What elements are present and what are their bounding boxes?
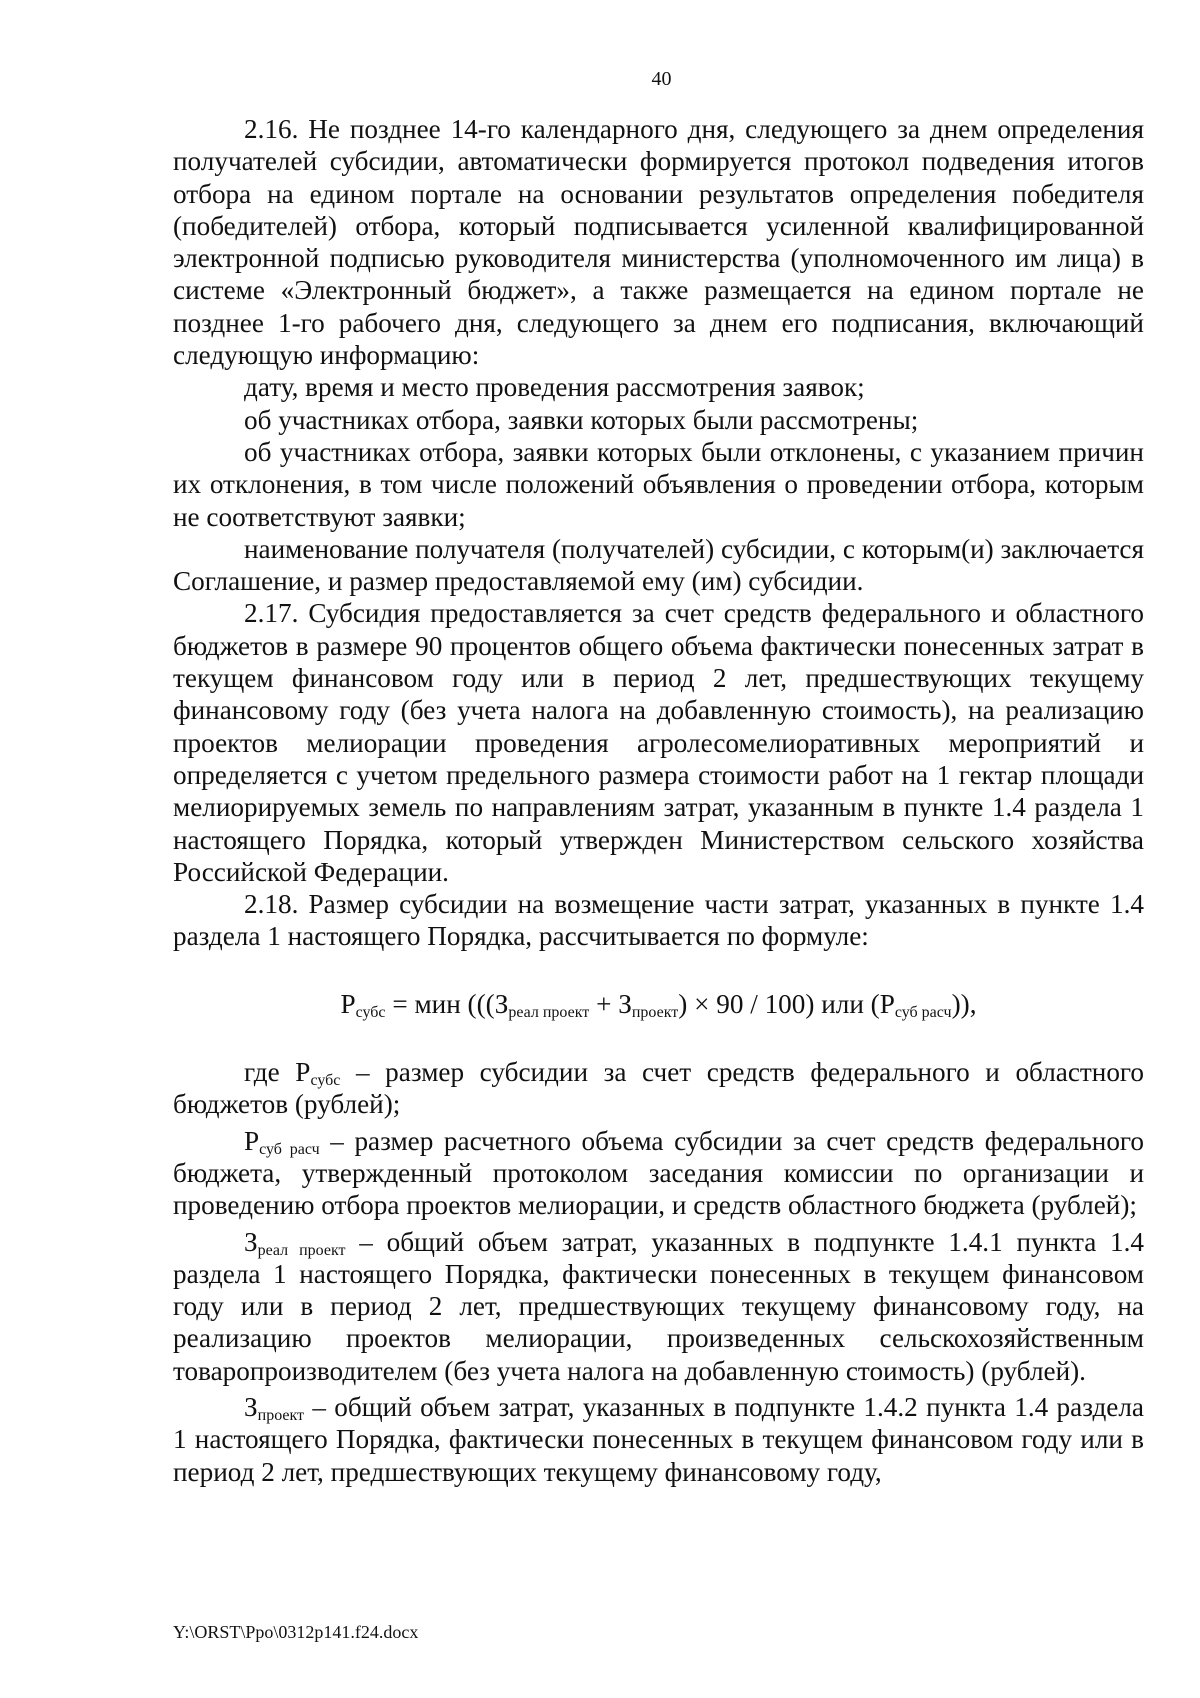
definition-subscript: реал проект	[257, 1241, 346, 1259]
formula-symbol: Р	[340, 988, 356, 1019]
formula-text: = мин (((З	[385, 988, 509, 1019]
definition-subscript: суб расч	[259, 1140, 320, 1158]
formula-text: + З	[589, 988, 632, 1019]
definition-subscript: субс	[310, 1072, 341, 1090]
definition-symbol: где Р	[244, 1057, 311, 1088]
formula-subscript: проект	[631, 1003, 679, 1021]
formula-text: )),	[951, 988, 977, 1019]
definition-subscript: проект	[257, 1406, 305, 1424]
list-item: дату, время и место проведения рассмотрения заявок;	[244, 372, 865, 403]
definition-r-sub-rasch	[173, 1125, 1144, 1222]
definition-z-proekt	[173, 1391, 1144, 1488]
definition-r-subs	[173, 1056, 1144, 1121]
list-item: об участниках отбора, заявки которых были отклонены, с указанием причин их отклонения, в том числе положений объявления о проведении отбора, которым не соответствуют заявки;	[173, 436, 1144, 532]
definition-z-real-proekt	[173, 1226, 1144, 1387]
definition-symbol: З	[244, 1391, 258, 1422]
paragraph-2-16: 2.16. Не позднее 14-го календарного дня, следующего за днем определения получателей субсидии, автоматически формируется протокол подведения итогов отбора на едином портале на основании результатов определения победителя (победителей) отбора, который подписывается усиленной квалифицированной электронной подписью руководителя министерства (уполномоченного им лица) в системе «Электронный бюджет», а также размещается на едином портале не позднее 1-го рабочего дня, следующего за днем его подписания, включающий следующую информацию:	[173, 114, 1144, 371]
definition-symbol: З	[244, 1226, 258, 1257]
formula-subscript: субс	[355, 1003, 386, 1021]
paragraph-2-18: 2.18. Размер субсидии на возмещение части затрат, указанных в пункте 1.4 раздела 1 настоящего Порядка, рассчитывается по формуле:	[173, 889, 1144, 952]
definition-text: – общий объем затрат, указанных в подпункте 1.4.2 пункта 1.4 раздела 1 настоящего Порядка, фактически понесенных в текущем финансовом году или в период 2 лет, предшествующих текущему финансовому году,	[173, 1391, 1144, 1487]
definition-text: – размер расчетного объема субсидии за счет средств федерального бюджета, утвержденный протоколом заседания комиссии по организации и проведению отбора проектов мелиорации, и средств областного бюджета (рублей);	[173, 1125, 1144, 1221]
list-item: об участниках отбора, заявки которых были рассмотрены;	[244, 404, 919, 435]
definition-text: – размер субсидии за счет средств федерального и областного бюджетов (рублей);	[173, 1057, 1144, 1120]
formula-subscript: реал проект	[508, 1003, 590, 1021]
document-body	[173, 113, 1144, 1488]
subsidy-formula	[173, 988, 1144, 1020]
file-path-footer: Y:\ORST\Ppo\0312p141.f24.docx	[173, 1622, 419, 1642]
definition-symbol: Р	[244, 1125, 260, 1156]
page-number: 40	[651, 68, 672, 90]
list-item: наименование получателя (получателей) субсидии, с которым(и) заключается Соглашение, и размер предоставляемой ему (им) субсидии.	[173, 533, 1144, 597]
formula-text: ) × 90 / 100) или (Р	[678, 988, 895, 1019]
formula-subscript: суб расч	[894, 1003, 952, 1021]
paragraph-2-17: 2.17. Субсидия предоставляется за счет средств федерального и областного бюджетов в размере 90 процентов общего объема фактически понесенных затрат в текущем финансовом году или в период 2 лет, предшествующих текущему финансовому году (без учета налога на добавленную стоимость), на реализацию проектов мелиорации проведения агролесомелиоративных мероприятий и определяется с учетом предельного размера стоимости работ на 1 гектар площади мелиорируемых земель по направлениям затрат, указанным в пункте 1.4 раздела 1 настоящего Порядка, который утвержден Министерством сельского хозяйства Российской Федерации.	[173, 598, 1144, 887]
definition-text: – общий объем затрат, указанных в подпункте 1.4.1 пункта 1.4 раздела 1 настоящего Порядка, фактически понесенных в текущем финансовом году или в период 2 лет, предшествующих текущему финансовому году, на реализацию проектов мелиорации, произведенных сельскохозяйственным товаропроизводителем (без учета налога на добавленную стоимость) (рублей).	[173, 1226, 1145, 1386]
